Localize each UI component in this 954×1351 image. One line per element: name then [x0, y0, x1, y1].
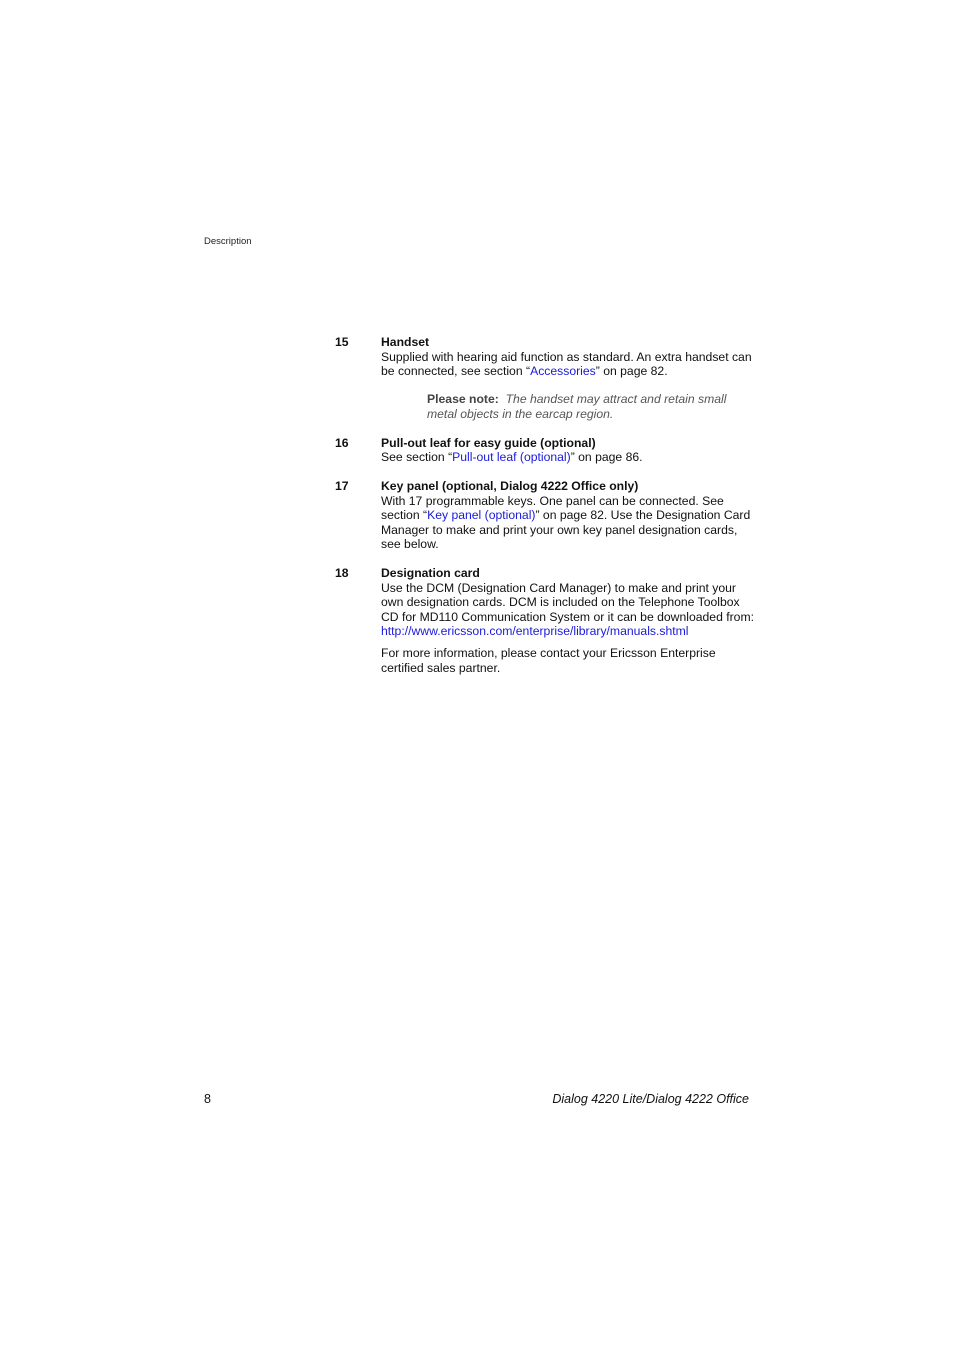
section-header: Description — [204, 236, 252, 247]
accessories-link[interactable]: Accessories — [530, 364, 596, 379]
item-title: Handset — [381, 335, 430, 349]
key-panel-link[interactable]: Key panel (optional) — [427, 508, 536, 523]
note-label: Please note: — [427, 391, 499, 406]
document-title: Dialog 4220 Lite/Dialog 4222 Office — [552, 1092, 749, 1106]
item-title: Designation card — [381, 565, 480, 580]
item-description: See section “Pull-out leaf (optional)” on page 86. — [381, 450, 643, 465]
item-number: 18 — [335, 565, 349, 580]
list-item-key-panel — [335, 479, 755, 552]
item-description: Use the DCM (Designation Card Manager) to make and print your own designation cards. DCM is included on the Telephone Toolbox CD for MD110 Communication System or it can be downloaded from: http://www.ericsson.com/enterprise/library/manuals.shtml For more information, please contact your Ericsson Enterprise certified sales partner. — [381, 580, 755, 675]
page-number: 8 — [204, 1092, 211, 1106]
item-title: Key panel (optional, Dialog 4222 Office only) — [381, 478, 639, 493]
list-item-pull-out-leaf — [335, 436, 755, 465]
note-text: The handset may attract and retain small metal objects in the earcap region. — [427, 391, 727, 421]
list-item-handset — [335, 335, 755, 422]
item-list — [335, 335, 755, 689]
pull-out-leaf-link[interactable]: Pull-out leaf (optional) — [452, 450, 571, 465]
please-note — [427, 392, 755, 422]
item-number: 16 — [335, 435, 349, 450]
manuals-url-link[interactable]: http://www.ericsson.com/enterprise/library/manuals.shtml — [381, 624, 689, 639]
item-number: 15 — [335, 335, 349, 349]
item-number: 17 — [335, 478, 349, 493]
item-title: Pull-out leaf for easy guide (optional) — [381, 435, 596, 450]
list-item-designation-card — [335, 566, 755, 675]
item-description: Supplied with hearing aid function as standard. An extra handset can be connected, see section “Accessories” on page 82. — [381, 349, 752, 379]
contact-paragraph: For more information, please contact your Ericsson Enterprise certified sales partner. — [381, 645, 716, 675]
item-description: With 17 programmable keys. One panel can be connected. See section “Key panel (optional)” on page 82. Use the Designation Card Manager to make and print your own key panel designation cards, see below. — [381, 493, 751, 552]
